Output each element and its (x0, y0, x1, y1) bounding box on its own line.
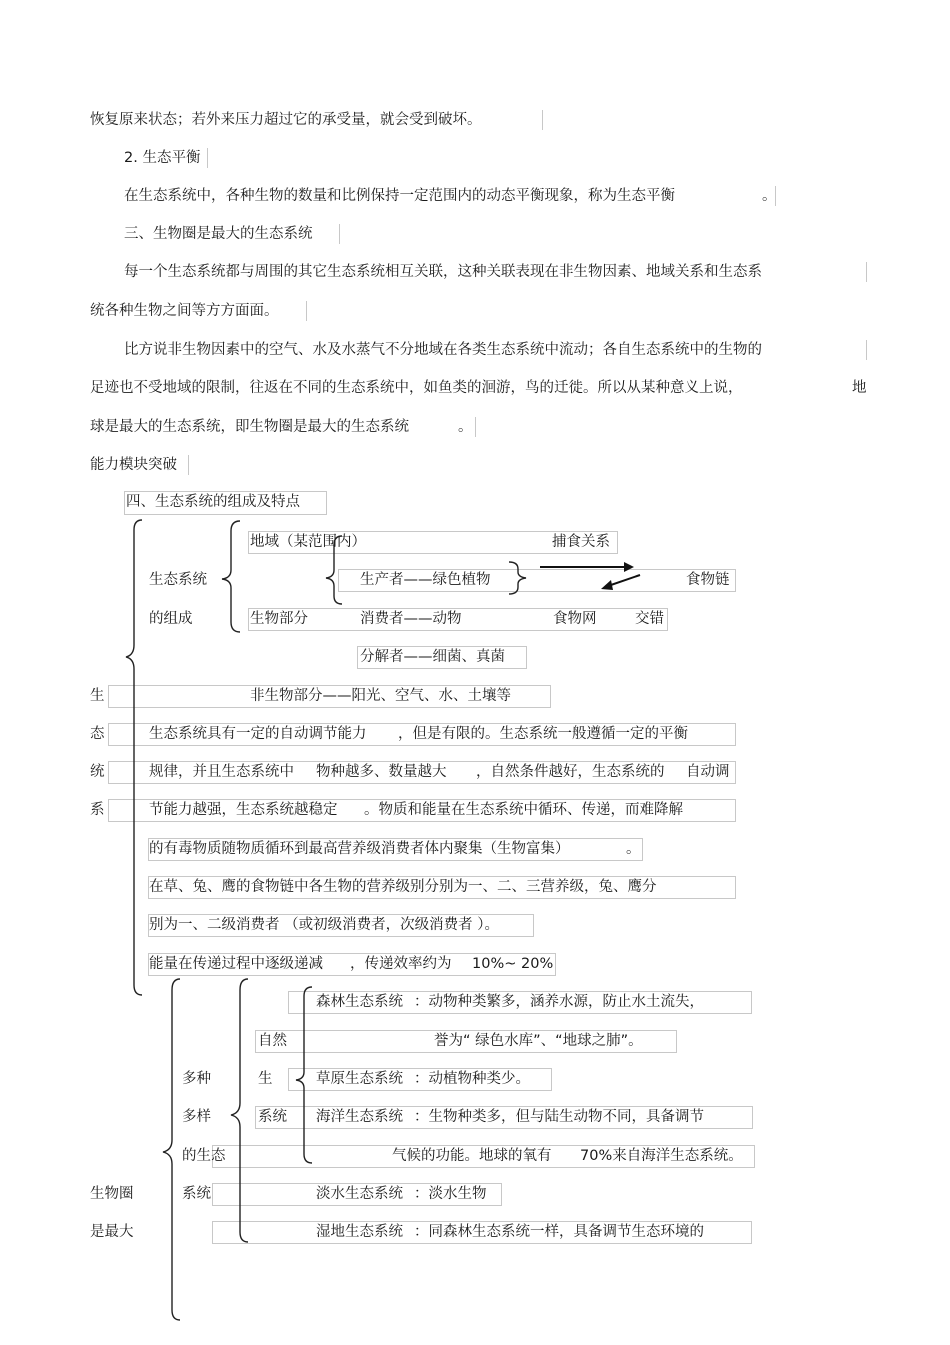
side-label: 态 (90, 726, 105, 742)
section-heading: 三、生物圈是最大的生态系统 (124, 226, 313, 242)
intro-line: 恢复原来状态；若外来压力超过它的承受量，就会受到破坏。 (90, 112, 482, 128)
food-chain-label: 食物链 (686, 572, 730, 588)
diverse-label: 的生态 (182, 1148, 226, 1164)
decomposer-label: 分解者——细菌、真菌 (360, 649, 505, 665)
region-label: 地域（某范围内） (250, 534, 366, 550)
diverse-label: 多样 (182, 1109, 211, 1125)
paragraph-line: 足迹也不受地域的限制，往返在不同的生态系统中，如鱼类的洄游，鸟的迁徙。所以从某种意义上说， (90, 380, 743, 396)
feature-text: 能量在传递过程中逐级递减 (149, 956, 323, 972)
feature-text: 10%~ 20% (472, 956, 554, 972)
biosphere-brace (163, 979, 180, 1320)
sub-heading: 2. 生态平衡 (124, 150, 201, 166)
diverse-label: 系统 (182, 1186, 211, 1202)
feature-text: 自动调 (686, 764, 730, 780)
diverse-brace (231, 979, 248, 1242)
biosphere-label: 生物圈 (90, 1186, 134, 1202)
feature-text: 的有毒物质随物质循环到最高营养级消费者体内聚集（生物富集） (149, 841, 570, 857)
ecosystem-desc: 气候的功能。地球的氧有 (392, 1148, 552, 1164)
producer-label: 生产者——绿色植物 (360, 572, 491, 588)
paragraph-line: 球是最大的生态系统，即生物圈是最大的生态系统 (90, 419, 409, 435)
paragraph-line-end: 地 (852, 380, 867, 396)
feature-text: 物种越多、数量越大 (316, 764, 447, 780)
feature-text: 规律，并且生态系统中 (149, 764, 294, 780)
closing-brace (509, 562, 526, 594)
ecosystem-desc: ：动物种类繁多，涵养水源，防止水土流失， (414, 994, 704, 1010)
ecosystem-name: 湿地生态系统 (316, 1224, 403, 1240)
interlace-label: 交错 (635, 611, 664, 627)
feature-text: 节能力越强，生态系统越稳定 (149, 802, 338, 818)
natural-label: 生 (258, 1071, 273, 1087)
section-heading: 四、生态系统的组成及特点 (126, 494, 300, 510)
consumer-label: 消费者——动物 (360, 611, 462, 627)
natural-brace (296, 987, 312, 1163)
feature-text: ，但是有限的。生态系统一般遵循一定的平衡 (398, 726, 688, 742)
arrow-left (608, 575, 640, 586)
paragraph-line: 统各种生物之间等方方面面。 (90, 303, 279, 319)
biosphere-label: 是最大 (90, 1224, 134, 1240)
ecosystem-desc: 70%来自海洋生态系统。 (580, 1148, 743, 1164)
predation-label: 捕食关系 (552, 534, 610, 550)
definition-text: 在生态系统中，各种生物的数量和比例保持一定范围内的动态平衡现象，称为生态平衡 (124, 188, 675, 204)
feature-text: 在草、兔、鹰的食物链中各生物的营养级别分别为一、二、三营养级，兔、鹰分 (149, 879, 657, 895)
paragraph-line: 比方说非生物因素中的空气、水及水蒸气不分地域在各类生态系统中流动；各自生态系统中的生物的 (124, 342, 762, 358)
composition-label: 的组成 (149, 611, 193, 627)
bio-part-label: 生物部分 (250, 611, 308, 627)
side-label: 统 (90, 764, 105, 780)
paragraph-line-end: 。 (458, 419, 473, 435)
food-web-label: 食物网 (553, 611, 597, 627)
ecosystem-desc: ：同森林生态系统一样，具备调节生态环境的 (414, 1224, 704, 1240)
feature-text: ，自然条件越好，生态系统的 (476, 764, 665, 780)
feature-text: 。 (626, 841, 641, 857)
ecosystem-name: 淡水生态系统 (316, 1186, 403, 1202)
diverse-label: 多种 (182, 1071, 211, 1087)
ecosystem-desc: ：动植物种类少。 (414, 1071, 530, 1087)
feature-text: 生态系统具有一定的自动调节能力 (149, 726, 367, 742)
abiotic-label: 非生物部分——阳光、空气、水、土壤等 (250, 688, 511, 704)
composition-brace (222, 521, 240, 632)
definition-end: 。 (762, 188, 777, 204)
feature-text: 。物质和能量在生态系统中循环、传递，而难降解 (364, 802, 683, 818)
ecosystem-name: 森林生态系统 (316, 994, 403, 1010)
outer-brace (126, 520, 142, 995)
ecosystem-desc: ：生物种类多，但与陆生动物不同，具备调节 (414, 1109, 704, 1125)
natural-label: 自然 (258, 1033, 287, 1049)
paragraph-line: 每一个生态系统都与周围的其它生态系统相互关联，这种关联表现在非生物因素、地域关系和生态系 (124, 264, 762, 280)
feature-text: 别为一、二级消费者 （或初级消费者，次级消费者 ）。 (149, 917, 499, 933)
module-title: 能力模块突破 (90, 457, 177, 473)
ecosystem-desc: 誉为“ 绿色水库”、“地球之肺”。 (434, 1033, 643, 1049)
side-label: 系 (90, 802, 105, 818)
composition-label: 生态系统 (149, 572, 207, 588)
feature-text: ，传递效率约为 (350, 956, 452, 972)
ecosystem-name: 草原生态系统 (316, 1071, 403, 1087)
side-label: 生 (90, 688, 105, 704)
ecosystem-name: 海洋生态系统 (316, 1109, 403, 1125)
natural-label: 系统 (258, 1109, 287, 1125)
ecosystem-desc: ：淡水生物 (414, 1186, 487, 1202)
